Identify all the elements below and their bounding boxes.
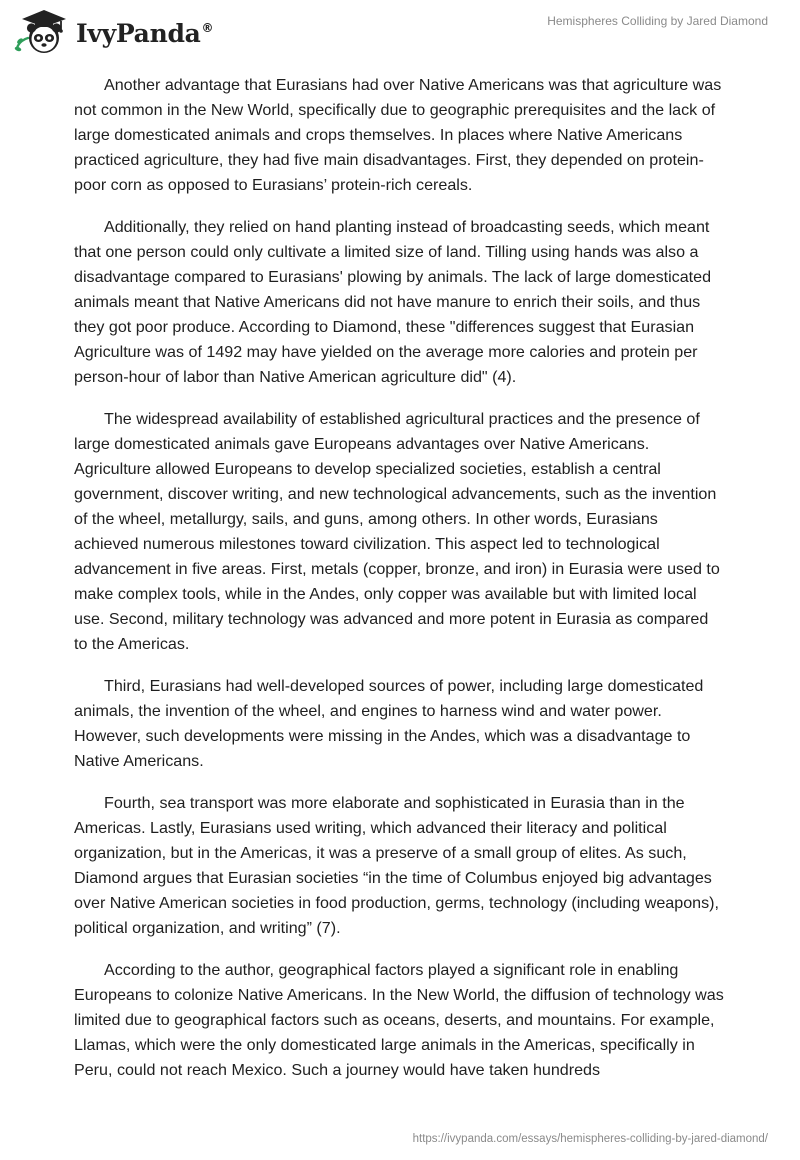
brand-name	[76, 18, 214, 48]
essay-body	[74, 73, 726, 1100]
paragraph: According to the author, geographical factors played a significant role in enabling Europeans to colonize Native Americans. In the New World, the diffusion of technology was limited due to geographical factors such as oceans, deserts, and mountains. For example, Llamas, which were the only domesticated large animals in the Americas, specifically in Peru, could not reach Mexico. Such a journey would have taken hundreds	[74, 961, 724, 1079]
document-title: Hemispheres Colliding by Jared Diamond	[547, 14, 768, 28]
panda-graduation-cap-icon	[14, 8, 70, 58]
paragraph: The widespread availability of established agricultural practices and the presence of large domesticated animals gave Europeans advantages over Native Americans. Agriculture allowed Europeans to develop specialized societies, establish a central government, discover writing, and new technological advancements, such as the invention of the wheel, metallurgy, sails, and guns, among others. In other words, Eurasians achieved numerous milestones toward civilization. This aspect led to technological advancement in five areas. First, metals (copper, bronze, and iron) in Eurasia were used to make complex tools, while in the Andes, only copper was available but with limited local use. Second, military technology was advanced and more potent in Eurasia as compared to the Americas.	[74, 410, 720, 653]
registered-mark: ®	[201, 21, 214, 36]
paragraph: Another advantage that Eurasians had over Native Americans was that agriculture was not common in the New World, specifically due to geographic prerequisites and the lack of large domesticated animals and crops themselves. In places where Native Americans practiced agriculture, they had five main disadvantages. First, they depended on protein-poor corn as opposed to Eurasians’ protein-rich cereals.	[74, 76, 722, 194]
paragraph: Fourth, sea transport was more elaborate and sophisticated in Eurasia than in the Americas. Lastly, Eurasians used writing, which advanced their literacy and political organization, but in the Americas, it was a preserve of a small group of elites. As such, Diamond argues that Eurasian societies “in the time of Columbus enjoyed big advantages over Native American societies in food production, germs, technology (including weapons), political organization, and writing” (7).	[74, 794, 719, 937]
ivypanda-logo[interactable]	[14, 8, 213, 58]
paragraph: Third, Eurasians had well-developed sources of power, including large domesticated animals, the invention of the wheel, and engines to harness wind and water power. However, such developments were missing in the Andes, which was a disadvantage to Native Americans.	[74, 677, 704, 770]
source-url-link[interactable]: https://ivypanda.com/essays/hemispheres-colliding-by-jared-diamond/	[412, 1133, 768, 1145]
brand-name-text: IvyPanda	[76, 18, 201, 48]
page-header	[0, 0, 800, 62]
paragraph: Additionally, they relied on hand planting instead of broadcasting seeds, which meant that one person could only cultivate a limited size of land. Tilling using hands was also a disadvantage compared to Eurasians' plowing by animals. The lack of large domesticated animals meant that Native Americans did not have manure to enrich their soils, and thus they got poor produce. According to Diamond, these "differences suggest that Eurasian Agriculture was of 1492 may have yielded on the average more calories and protein per person-hour of labor than Native American agriculture did" (4).	[74, 218, 712, 386]
